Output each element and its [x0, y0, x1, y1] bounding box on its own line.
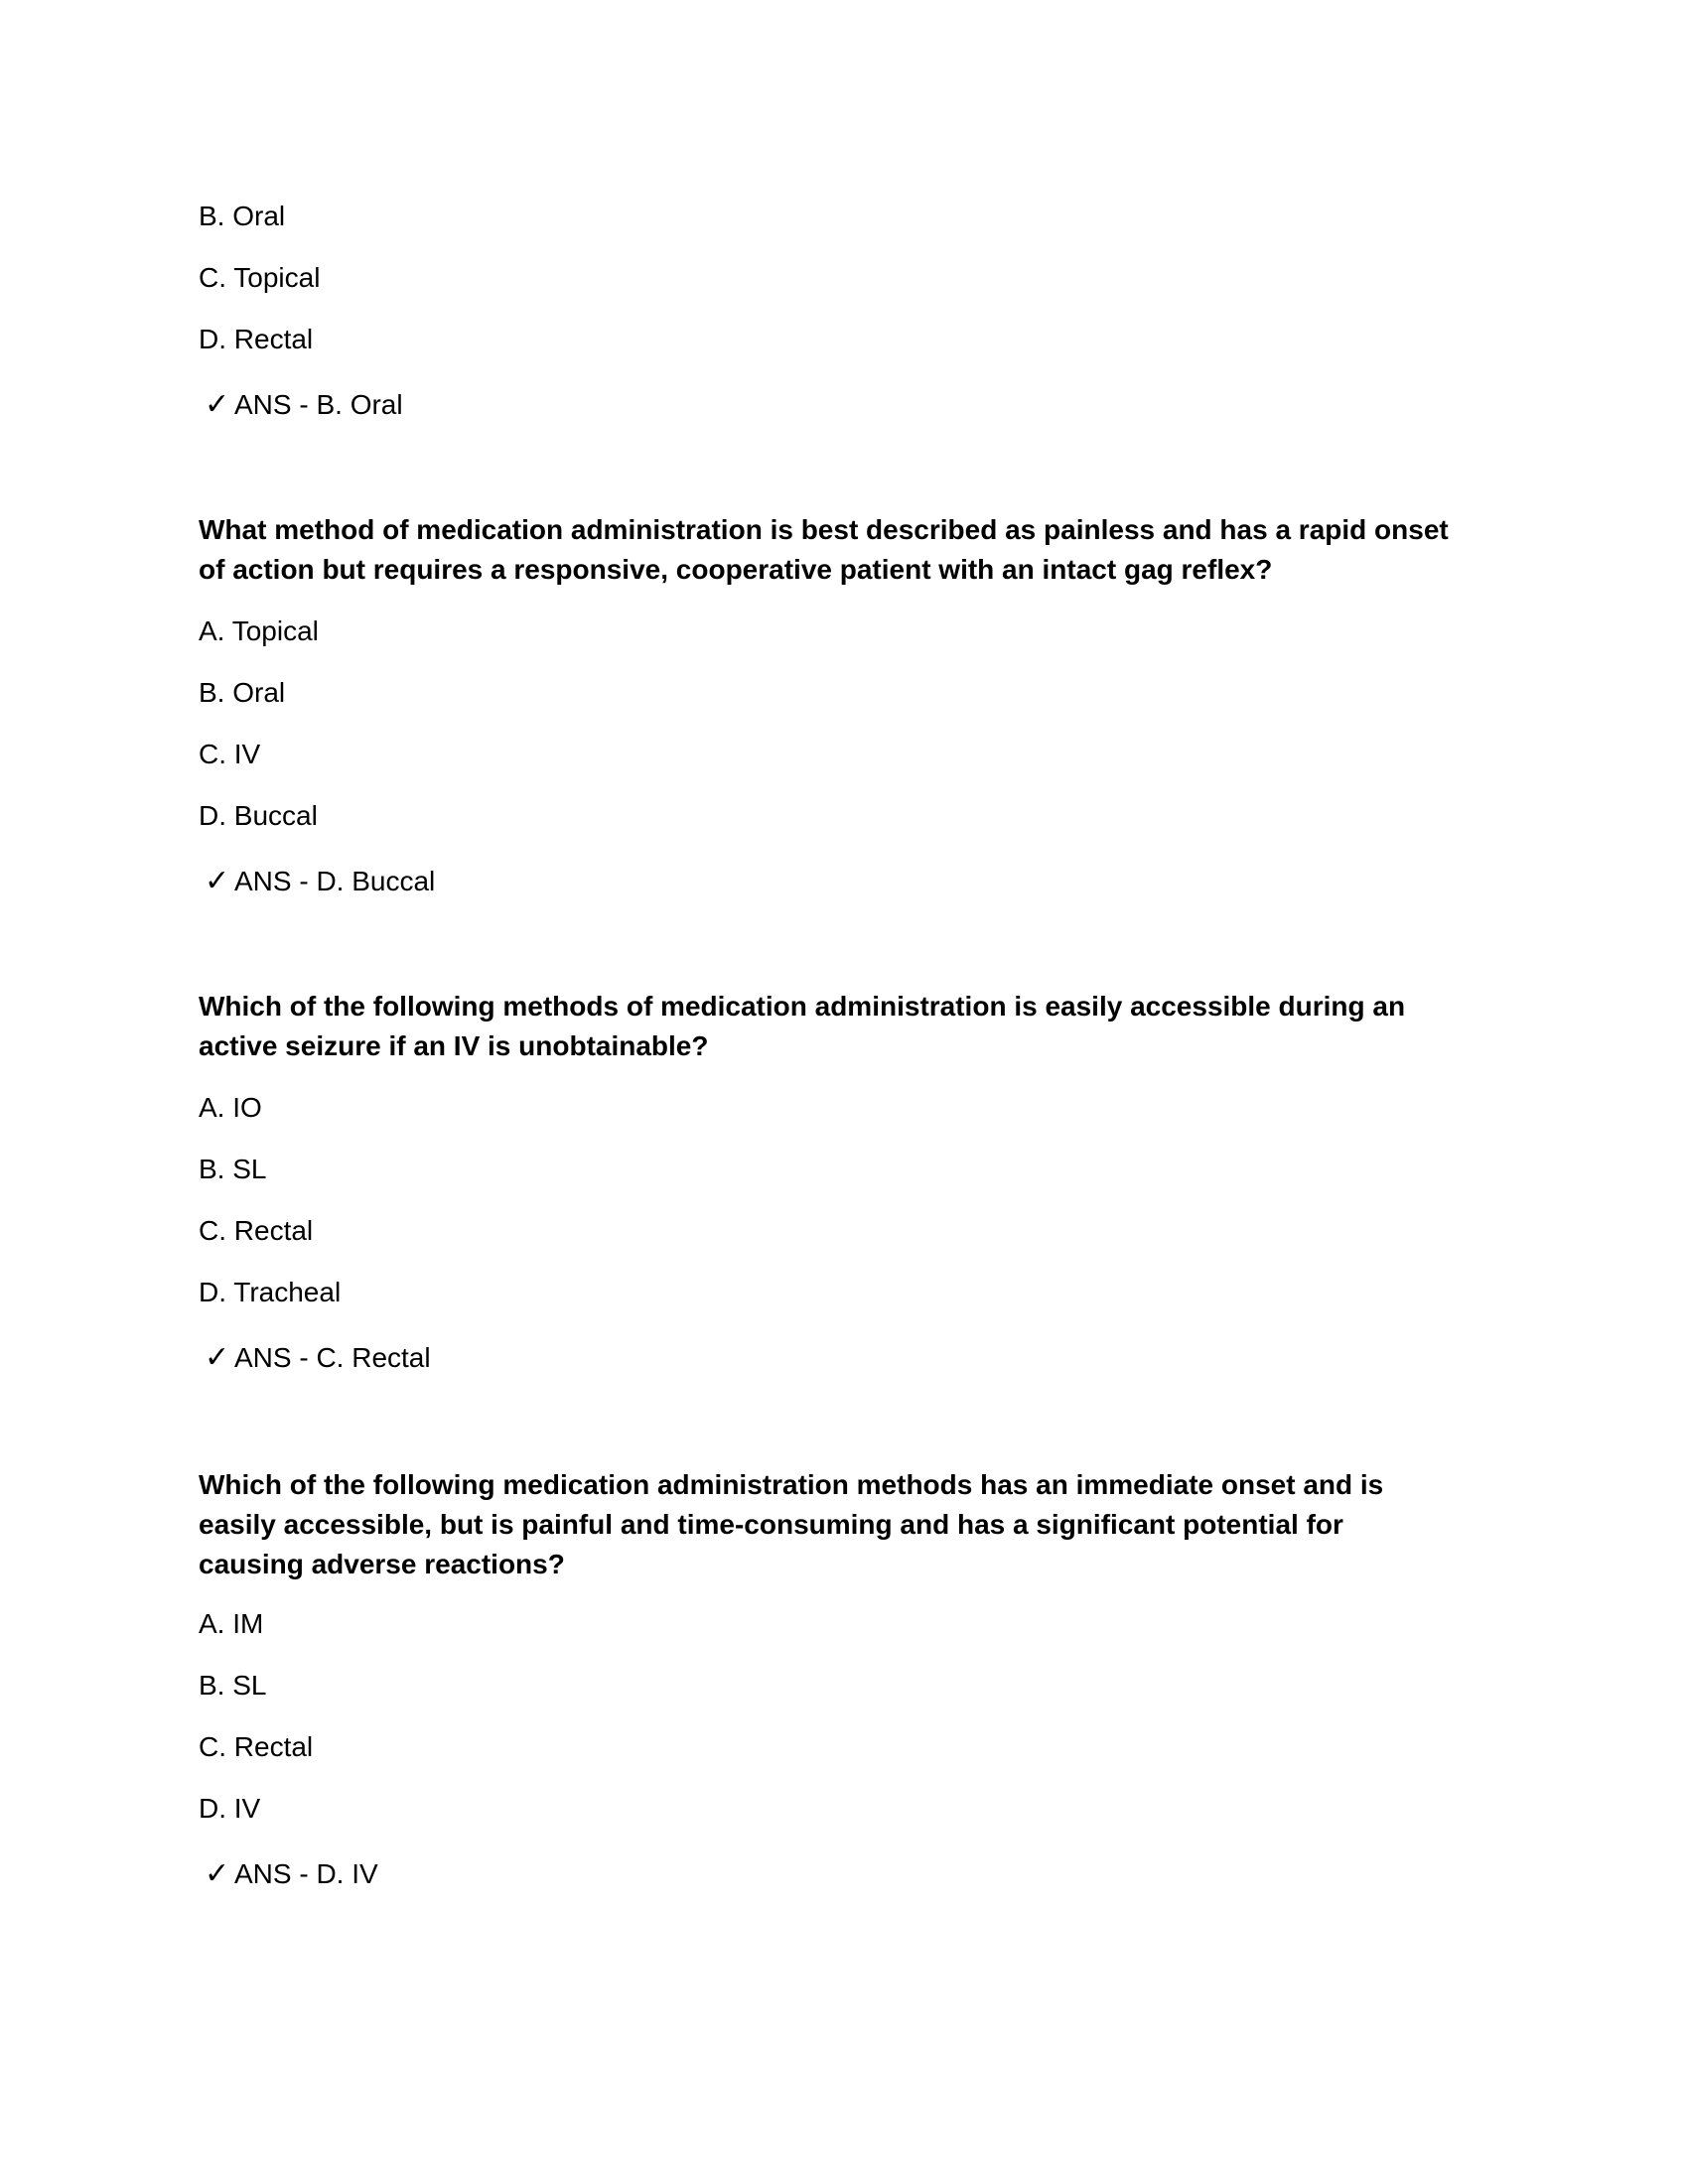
question-text: Which of the following medication administration methods has an immediate onset and is easily accessible, but is painful and time-consuming and has a significant potential for causing adverse reactions? — [199, 1469, 1384, 1579]
option-item: C. Rectal — [199, 1731, 314, 1762]
option-item: C. IV — [199, 739, 261, 769]
answer-line — [205, 1854, 378, 1894]
checkmark-icon: ✓ — [205, 387, 230, 422]
checkmark-icon: ✓ — [205, 1340, 230, 1375]
checkmark-icon: ✓ — [205, 864, 230, 898]
answer-line — [205, 862, 435, 901]
option-item: B. SL — [199, 1670, 267, 1701]
option-item: A. IO — [199, 1092, 262, 1123]
answer-text: ANS - B. Oral — [234, 389, 403, 420]
answer-text: ANS - D. IV — [234, 1858, 378, 1889]
option-item: D. IV — [199, 1793, 261, 1824]
option-item: D. Buccal — [199, 800, 318, 831]
option-item: D. Rectal — [199, 324, 314, 354]
option-item: B. Oral — [199, 677, 286, 708]
option-item: A. IM — [199, 1608, 264, 1639]
checkmark-icon: ✓ — [205, 1856, 230, 1891]
question-text: Which of the following methods of medication administration is easily accessible during an active seizure if an IV is unobtainable? — [199, 991, 1406, 1061]
option-item: B. Oral — [199, 201, 286, 231]
answer-text: ANS - D. Buccal — [234, 866, 436, 896]
answer-line — [205, 385, 403, 425]
option-item: B. SL — [199, 1154, 267, 1184]
option-item: A. Topical — [199, 615, 319, 646]
option-item: C. Rectal — [199, 1215, 314, 1246]
question-text: What method of medication administration is best described as painless and has a rapid onset of action but requires a responsive, cooperative patient with an intact gag reflex? — [199, 514, 1449, 585]
answer-line — [205, 1338, 431, 1378]
option-item: C. Topical — [199, 262, 321, 293]
option-item: D. Tracheal — [199, 1277, 342, 1307]
answer-text: ANS - C. Rectal — [234, 1342, 431, 1373]
